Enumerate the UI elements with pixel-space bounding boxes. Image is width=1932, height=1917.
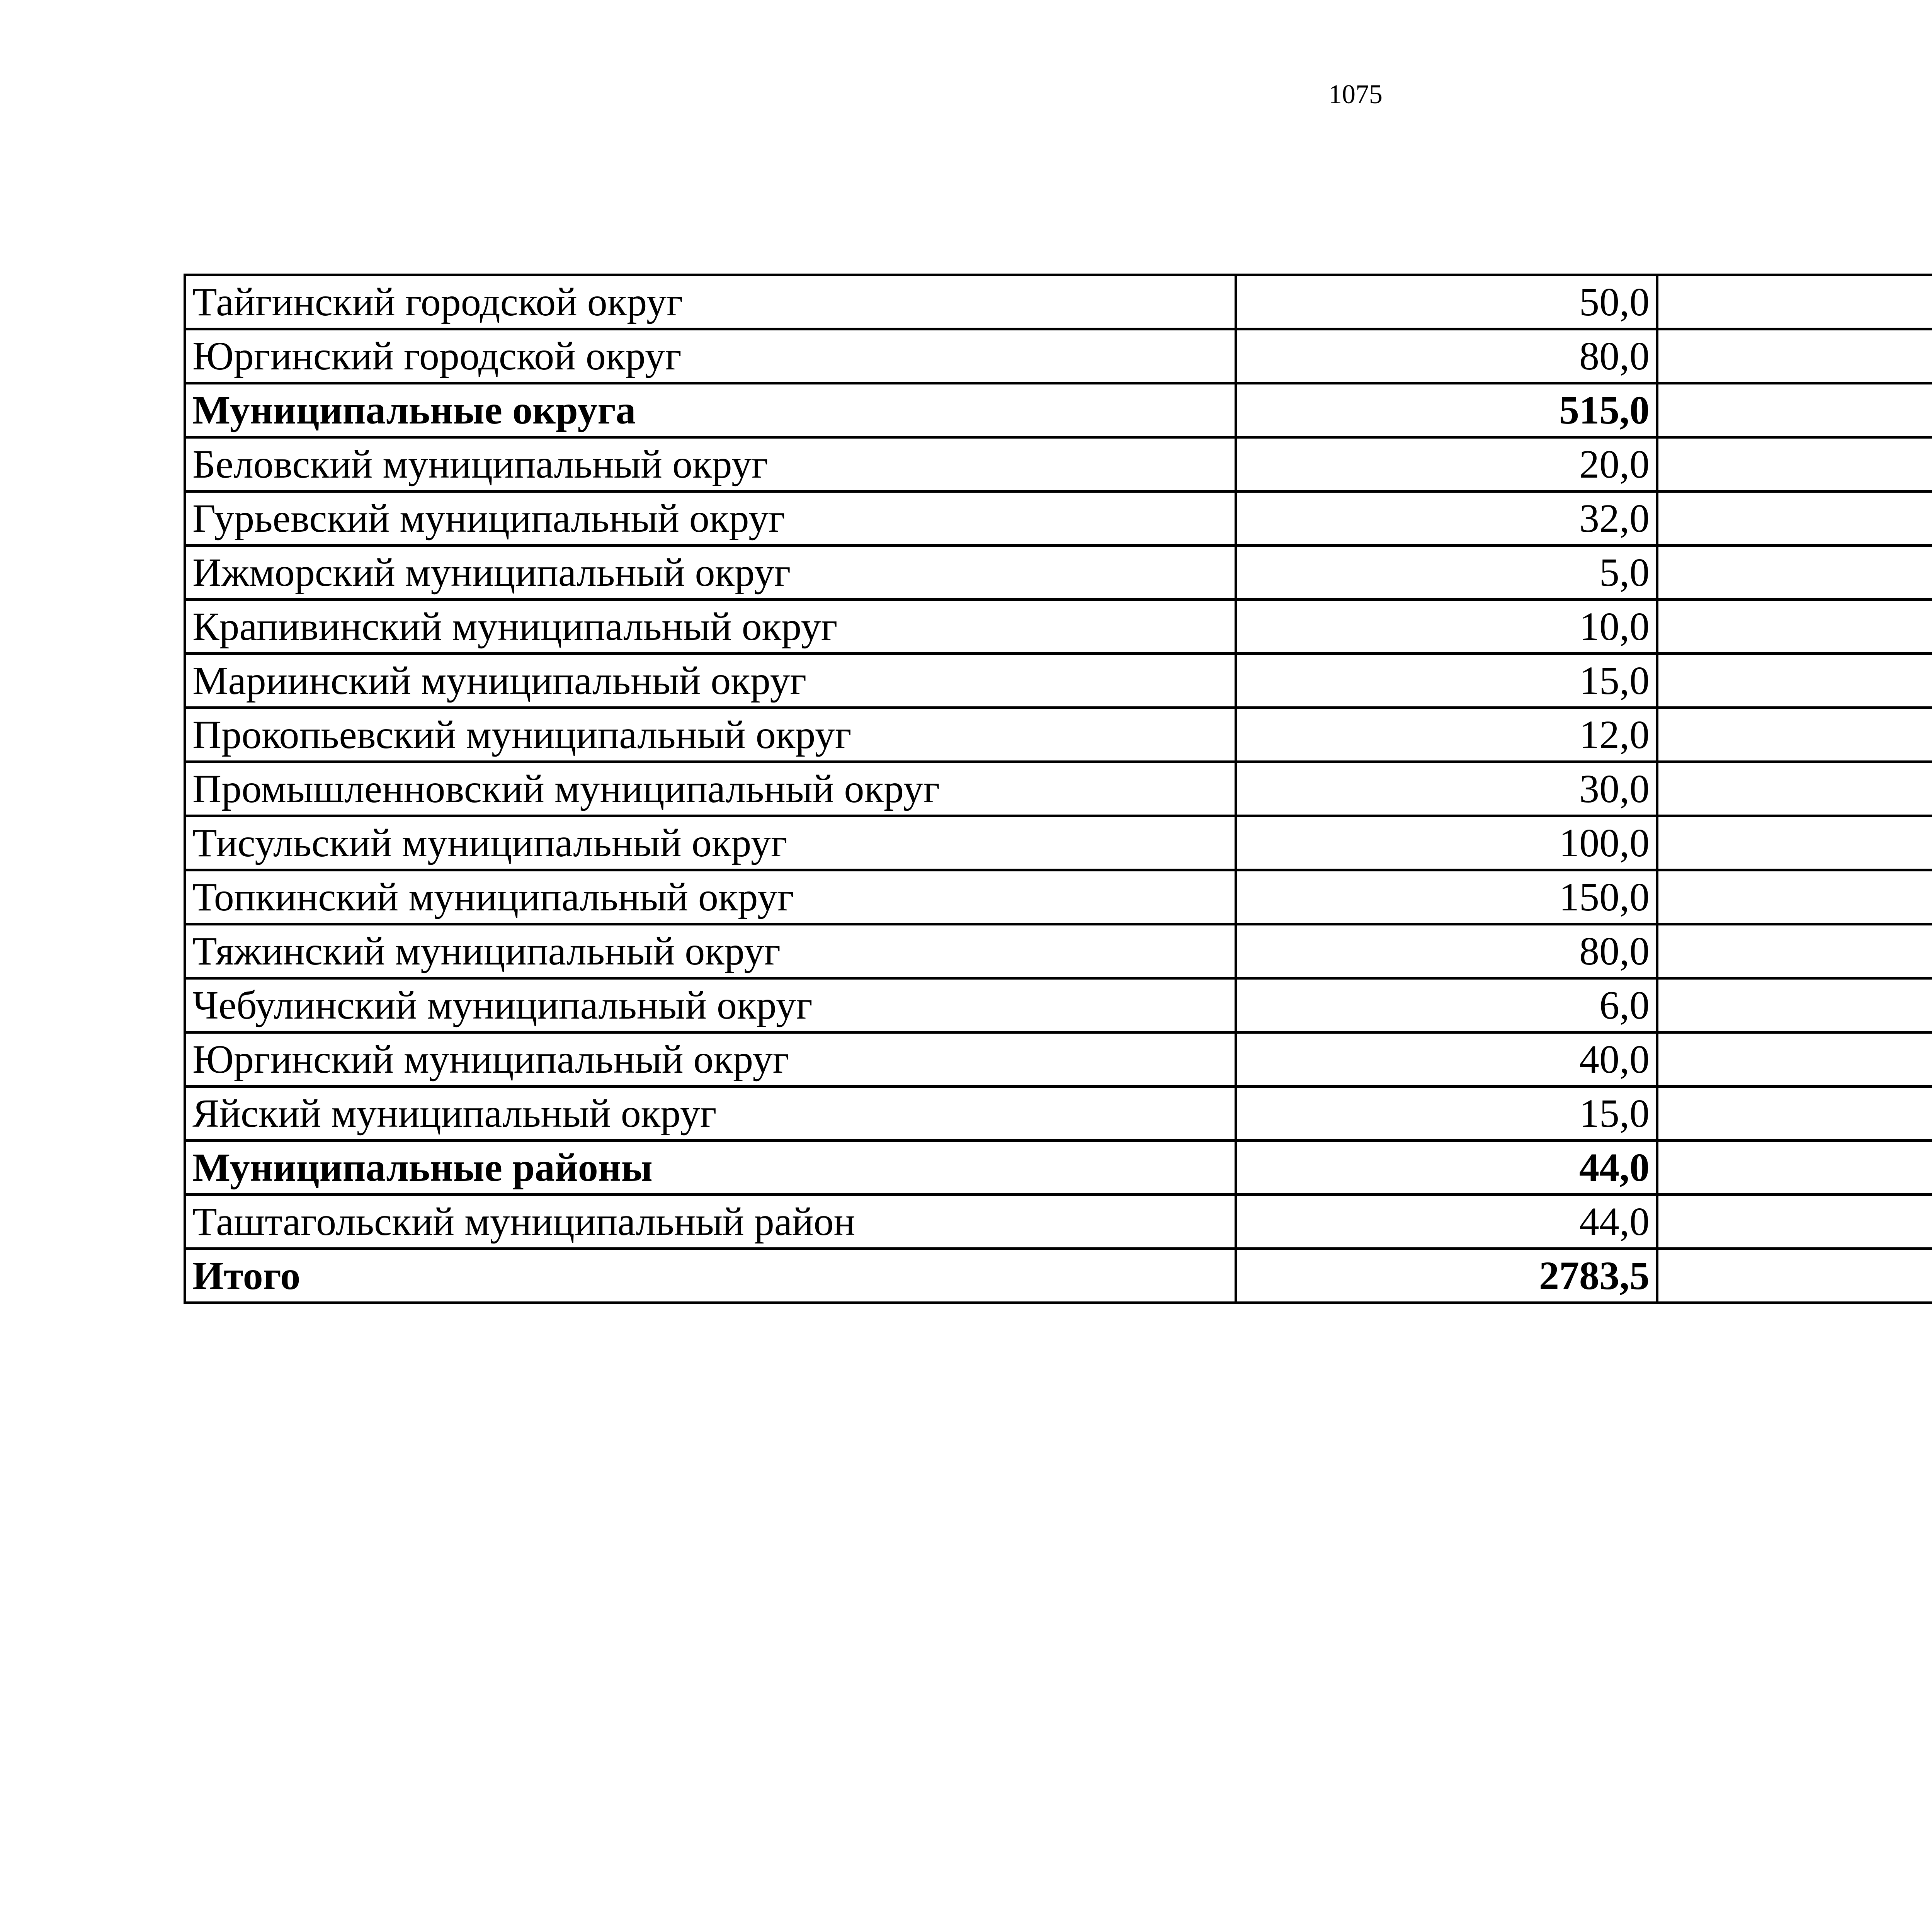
value-cell-1: 30,0 (1236, 762, 1657, 816)
table-row (185, 329, 1932, 383)
value-cell-1: 40,0 (1236, 1032, 1657, 1087)
value-cell-1: 20,0 (1236, 437, 1657, 492)
value-cell-2 (1657, 654, 1932, 708)
value-cell-1: 32,0 (1236, 492, 1657, 546)
row-name-cell: Крапивинский муниципальный округ (185, 600, 1236, 654)
table-row (185, 762, 1932, 816)
value-cell-1: 515,0 (1236, 383, 1657, 437)
table-row (185, 870, 1932, 924)
row-name-cell: Прокопьевский муниципальный округ (185, 708, 1236, 762)
value-cell-2 (1657, 1249, 1932, 1303)
table-row (185, 816, 1932, 870)
value-cell-1: 6,0 (1236, 978, 1657, 1032)
table-row (185, 1032, 1932, 1087)
table-row-subtotal (185, 383, 1932, 437)
row-name-cell: Промышленновский муниципальный округ (185, 762, 1236, 816)
value-cell-2 (1657, 546, 1932, 600)
row-name-cell: Юргинский муниципальный округ (185, 1032, 1236, 1087)
value-cell-2 (1657, 978, 1932, 1032)
value-cell-1: 44,0 (1236, 1141, 1657, 1195)
page-number: 1075 (1328, 80, 1383, 109)
value-cell-2 (1657, 383, 1932, 437)
value-cell-2 (1657, 762, 1932, 816)
row-name-cell: Таштагольский муниципальный район (185, 1195, 1236, 1249)
value-cell-2 (1657, 1087, 1932, 1141)
table-row (185, 492, 1932, 546)
value-cell-2 (1657, 708, 1932, 762)
row-name-cell: Топкинский муниципальный округ (185, 870, 1236, 924)
table-row (185, 437, 1932, 492)
value-cell-2 (1657, 1195, 1932, 1249)
value-cell-2 (1657, 329, 1932, 383)
value-cell-2 (1657, 437, 1932, 492)
value-cell-2 (1657, 924, 1932, 978)
table-row (185, 1087, 1932, 1141)
value-cell-2 (1657, 600, 1932, 654)
value-cell-2 (1657, 275, 1932, 329)
table-row (185, 654, 1932, 708)
value-cell-1: 100,0 (1236, 816, 1657, 870)
row-name-cell: Ижморский муниципальный округ (185, 546, 1236, 600)
value-cell-2 (1657, 1141, 1932, 1195)
table-row (185, 546, 1932, 600)
row-name-cell: Тяжинский муниципальный округ (185, 924, 1236, 978)
row-name-cell: Яйский муниципальный округ (185, 1087, 1236, 1141)
row-name-cell: Тисульский муниципальный округ (185, 816, 1236, 870)
value-cell-1: 15,0 (1236, 1087, 1657, 1141)
row-name-cell: Гурьевский муниципальный округ (185, 492, 1236, 546)
value-cell-1: 150,0 (1236, 870, 1657, 924)
value-cell-2 (1657, 816, 1932, 870)
table-row (185, 708, 1932, 762)
row-name-cell: Муниципальные районы (185, 1141, 1236, 1195)
table-body (185, 275, 1932, 1303)
value-cell-1: 50,0 (1236, 275, 1657, 329)
table-row (185, 924, 1932, 978)
table-row (185, 978, 1932, 1032)
value-cell-1: 44,0 (1236, 1195, 1657, 1249)
row-name-cell: Муниципальные округа (185, 383, 1236, 437)
table-row-subtotal (185, 1249, 1932, 1303)
value-cell-1: 5,0 (1236, 546, 1657, 600)
table-row-subtotal (185, 1141, 1932, 1195)
row-name-cell: Мариинский муниципальный округ (185, 654, 1236, 708)
table-row (185, 1195, 1932, 1249)
row-name-cell: Юргинский городской округ (185, 329, 1236, 383)
value-cell-1: 2783,5 (1236, 1249, 1657, 1303)
allocation-table (184, 274, 1932, 1304)
value-cell-1: 80,0 (1236, 924, 1657, 978)
table-row (185, 600, 1932, 654)
row-name-cell: Беловский муниципальный округ (185, 437, 1236, 492)
row-name-cell: Итого (185, 1249, 1236, 1303)
value-cell-2 (1657, 870, 1932, 924)
table-row (185, 275, 1932, 329)
value-cell-2 (1657, 492, 1932, 546)
value-cell-2 (1657, 1032, 1932, 1087)
row-name-cell: Чебулинский муниципальный округ (185, 978, 1236, 1032)
value-cell-1: 12,0 (1236, 708, 1657, 762)
value-cell-1: 15,0 (1236, 654, 1657, 708)
row-name-cell: Тайгинский городской округ (185, 275, 1236, 329)
value-cell-1: 10,0 (1236, 600, 1657, 654)
value-cell-1: 80,0 (1236, 329, 1657, 383)
